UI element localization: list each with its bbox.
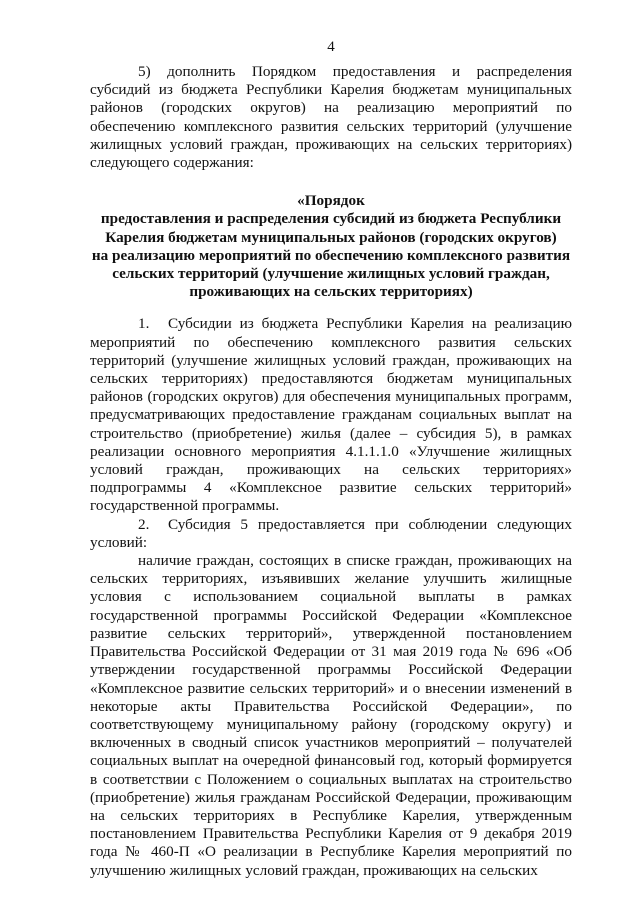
clause-2 <box>90 516 572 552</box>
order-title-line: на реализацию мероприятий по обеспечению комплексного развития <box>91 246 571 264</box>
condition-paragraph: наличие граждан, состоящих в списке граждан, проживающих на сельских территориях, изъявивших желание улучшить жилищные условия с использованием социальной выплаты в рамках государственной программы Российской Федерации «Комплексное развитие сельских территорий», утвержденной постановлением Правительства Российской Федерации от 31 мая 2019 года № 696 «Об утверждении государственной программы Российской Федерации «Комплексное развитие сельских территорий» и о внесении изменений в некоторые акты Правительства Российской Федерации», по соответствующему муниципальному району (городскому округу) и включенных в сводный список участников мероприятий – получателей социальных выплат на очередной финансовый год, который формируется в соответствии с Положением о социальных выплатах на строительство (приобретение) жилья гражданам Российской Федерации, проживающим на сельских территориях в Республике Карелия, утвержденным постановлением Правительства Республики Карелия от 9 декабря 2019 года № 460-П «О реализации в Республике Карелия мероприятий по улучшению жилищных условий граждан, проживающих на сельских <box>90 552 572 879</box>
order-title-line: Карелия бюджетам муниципальных районов (городских округов) <box>105 228 557 246</box>
order-title-line: проживающих на сельских территориях) <box>189 283 473 301</box>
clause-1 <box>90 315 572 515</box>
order-title-line: предоставления и распределения субсидий из бюджета Республики <box>100 210 562 228</box>
clause-number: 1. <box>138 315 150 333</box>
clause-text: Субсидии из бюджета Республики Карелия на реализацию мероприятий по обеспечению комплексного развития сельских территорий (улучшение жилищных условий граждан, проживающих на сельских территориях) предоставляются бюджетам муниципальных районов (городских округов) для обеспечения муниципальных программ, предусматривающих предоставление гражданам социальных выплат на строительство (приобретение) жилья (далее – субсидия 5), в рамках реализации основного мероприятия 4.1.1.1.0 «Улучшение жилищных условий граждан, проживающих на сельских территориях» подпрограммы 4 «Комплексное развитие сельских территорий» государственной программы. <box>90 315 572 515</box>
intro-paragraph: 5) дополнить Порядком предоставления и распределения субсидий из бюджета Республики Карелия бюджетам муниципальных районов (городских округов) на реализацию мероприятий по обеспечению комплексного развития сельских территорий (улучшение жилищных условий граждан, проживающих на сельских территориях) следующего содержания: <box>90 63 572 172</box>
clause-number: 2. <box>138 515 150 533</box>
document-body <box>90 63 572 880</box>
clause-text: Субсидия 5 предоставляется при соблюдении следующих условий: <box>90 515 572 551</box>
order-title-line: «Порядок <box>297 192 365 210</box>
order-title <box>90 192 572 301</box>
page-number: 4 <box>327 39 335 55</box>
order-title-line: сельских территорий (улучшение жилищных условий граждан, <box>112 265 550 283</box>
